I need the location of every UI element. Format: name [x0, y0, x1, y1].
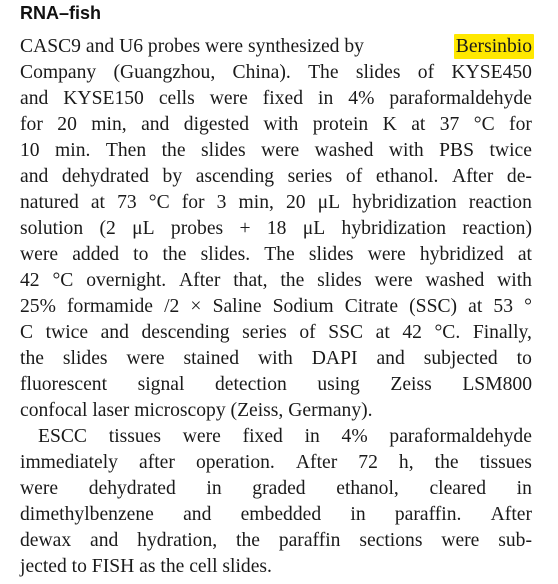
word: LSM800: [462, 374, 532, 395]
paragraph-1-line: [20, 86, 532, 111]
word: +: [239, 218, 251, 239]
word: Zeiss: [390, 374, 432, 395]
word: dimethylbenzene: [20, 504, 154, 525]
word: the: [161, 140, 186, 161]
highlighted-word: Bersinbio: [455, 36, 532, 57]
word: in: [304, 426, 320, 447]
word: 73: [117, 192, 137, 213]
word: ×: [190, 296, 202, 317]
word: paraffin.: [394, 504, 462, 525]
word: The: [308, 62, 339, 83]
word: series: [287, 166, 333, 187]
word: and: [100, 322, 129, 343]
word: embedded: [240, 504, 322, 525]
word: and: [90, 530, 119, 551]
word: series: [242, 322, 287, 343]
word: and: [183, 504, 212, 525]
word: (2: [99, 218, 116, 239]
paragraph-1-line: [20, 164, 532, 189]
word: at: [468, 296, 483, 317]
paragraph-1-line: [20, 138, 532, 163]
word: ascending: [195, 166, 275, 187]
paragraph-2-line: [20, 502, 532, 527]
word: h,: [398, 452, 414, 473]
word: for: [181, 192, 205, 213]
paragraph-1-line: [20, 346, 532, 371]
paragraph-2-line: [20, 450, 532, 475]
word: immediately: [20, 452, 118, 473]
word: 20: [286, 192, 306, 213]
word: °C.: [434, 322, 461, 343]
word: (Guangzhou,: [113, 62, 216, 83]
section-heading: RNA–fish: [20, 3, 102, 23]
word: 72: [358, 452, 378, 473]
word: stained: [183, 348, 240, 369]
word: tissues: [479, 452, 532, 473]
word: of: [417, 62, 435, 83]
word: reaction): [462, 218, 532, 239]
word: min.: [55, 140, 91, 161]
paragraph-1-line: [20, 268, 532, 293]
word: dewax: [20, 530, 72, 551]
word: hybridization: [341, 218, 447, 239]
word: were: [441, 530, 480, 551]
word: hybridization: [352, 192, 457, 213]
paragraph-1-last-line: confocal laser microscopy (Zeiss, Germany).: [20, 400, 373, 421]
word: operation.: [195, 452, 275, 473]
word: at: [517, 244, 532, 265]
word: ESCC: [38, 426, 88, 447]
word: the: [162, 244, 187, 265]
word: fluorescent: [20, 374, 108, 395]
word: washed: [314, 140, 374, 161]
word: KYSE450: [451, 62, 532, 83]
paragraph-2-line: [20, 528, 532, 553]
word: fixed: [242, 426, 283, 447]
word: natured: [20, 192, 79, 213]
word: by: [162, 166, 183, 187]
word: protein: [312, 114, 369, 135]
paragraph-1-line: [20, 112, 532, 137]
word: slides.: [200, 244, 251, 265]
word: dehydrated: [61, 166, 149, 187]
word: subjected: [423, 348, 498, 369]
word: °: [524, 296, 532, 317]
word: Citrate: [344, 296, 399, 317]
word: ethanol,: [336, 478, 399, 499]
word: overnight.: [86, 270, 167, 291]
word: slides: [317, 270, 362, 291]
word: that,: [233, 270, 268, 291]
word: 4%: [341, 426, 368, 447]
word: of: [345, 166, 363, 187]
word: 37: [439, 114, 460, 135]
word: dehydrated: [88, 478, 176, 499]
word: probes: [170, 218, 224, 239]
word: to: [133, 244, 149, 265]
word: Then: [105, 140, 147, 161]
word: formamide: [67, 296, 153, 317]
word: washed: [425, 270, 485, 291]
word: cells: [158, 88, 195, 109]
word: tissues: [108, 426, 162, 447]
word: KYSE150: [63, 88, 144, 109]
word: slides: [62, 348, 108, 369]
word: μL: [317, 192, 341, 213]
word: 42: [402, 322, 422, 343]
word: 42: [20, 270, 40, 291]
word: After: [490, 504, 532, 525]
word: graded: [252, 478, 306, 499]
word: the: [434, 452, 459, 473]
word: 3: [216, 192, 227, 213]
word: with: [257, 348, 293, 369]
word: Finally,: [472, 322, 532, 343]
word: detection: [214, 374, 287, 395]
word: reaction: [468, 192, 532, 213]
word: μL: [132, 218, 155, 239]
paragraph-1-line: [20, 216, 532, 241]
paragraph-2-line: [38, 424, 532, 449]
word: 10: [20, 140, 40, 161]
word: solution: [20, 218, 84, 239]
word: were: [126, 348, 165, 369]
word: cleared: [429, 478, 487, 499]
word: and: [141, 114, 170, 135]
word: for: [20, 114, 43, 135]
word: slides: [308, 244, 354, 265]
word: the: [236, 530, 260, 551]
word: were: [261, 140, 300, 161]
word: After: [179, 270, 221, 291]
word: with: [263, 114, 299, 135]
word: de-: [506, 166, 532, 187]
word: to: [516, 348, 532, 369]
word: in: [516, 478, 532, 499]
word: in: [350, 504, 366, 525]
word: with: [497, 270, 532, 291]
word: twice: [45, 322, 89, 343]
word: sections: [359, 530, 423, 551]
word: Sodium: [272, 296, 334, 317]
word: fixed: [262, 88, 304, 109]
word: paraformaldehyde: [389, 426, 532, 447]
word: digested: [183, 114, 250, 135]
word: After: [295, 452, 338, 473]
word: 53: [493, 296, 513, 317]
word: with: [388, 140, 424, 161]
word: Saline: [212, 296, 262, 317]
word: °C: [148, 192, 170, 213]
paragraph-2-line: [20, 476, 532, 501]
word: at: [411, 114, 426, 135]
word: the: [20, 348, 44, 369]
word: Company: [20, 62, 97, 83]
word: China).: [232, 62, 291, 83]
word: were: [209, 88, 248, 109]
word: and: [376, 348, 405, 369]
word: °C: [473, 114, 495, 135]
word: for: [509, 114, 532, 135]
word: /2: [164, 296, 180, 317]
paragraph-1-line: [20, 190, 532, 215]
word: min,: [91, 114, 127, 135]
paragraph-1-line: [20, 294, 532, 319]
word: paraformaldehyde: [389, 88, 532, 109]
word: at: [375, 322, 390, 343]
word: after: [139, 452, 175, 473]
word: descending: [141, 322, 230, 343]
word: the: [280, 270, 305, 291]
paragraph-1-line: [20, 372, 532, 397]
word: 25%: [20, 296, 56, 317]
word: in: [318, 88, 334, 109]
word: at: [90, 192, 105, 213]
word: C: [20, 322, 34, 343]
word: were: [182, 426, 221, 447]
paragraph-1-line: [20, 60, 532, 85]
word: ethanol.: [375, 166, 439, 187]
paragraph-1-line: [20, 320, 532, 345]
word: After: [451, 166, 494, 187]
word: K: [382, 114, 397, 135]
paragraph-1-line-1: [20, 34, 532, 59]
word: paraffin: [278, 530, 341, 551]
word: added: [72, 244, 120, 265]
word: slides: [355, 62, 401, 83]
word: were: [20, 244, 59, 265]
word: and: [20, 166, 49, 187]
word: of: [299, 322, 316, 343]
word: 18: [266, 218, 287, 239]
word: in: [206, 478, 222, 499]
word: hydration,: [137, 530, 218, 551]
line-1-text: CASC9 and U6 probes were synthesized by: [20, 36, 364, 57]
word: μL: [302, 218, 326, 239]
word: PBS: [439, 140, 475, 161]
word: signal: [137, 374, 185, 395]
word: were: [374, 270, 413, 291]
word: hybridized: [419, 244, 504, 265]
word: DAPI: [311, 348, 358, 369]
word: slides: [201, 140, 246, 161]
word: were: [20, 478, 59, 499]
word: twice: [489, 140, 532, 161]
word: °C: [52, 270, 74, 291]
word: using: [317, 374, 360, 395]
word: and: [20, 88, 49, 109]
word: sub-: [498, 530, 532, 551]
word: 4%: [348, 88, 375, 109]
word: 20: [57, 114, 77, 135]
word: The: [264, 244, 295, 265]
word: (SSC): [409, 296, 458, 317]
word: SSC: [328, 322, 364, 343]
word: were: [367, 244, 406, 265]
paragraph-1-line: [20, 242, 532, 267]
paragraph-2-last-line: jected to FISH as the cell slides.: [20, 556, 272, 577]
word: min,: [238, 192, 274, 213]
